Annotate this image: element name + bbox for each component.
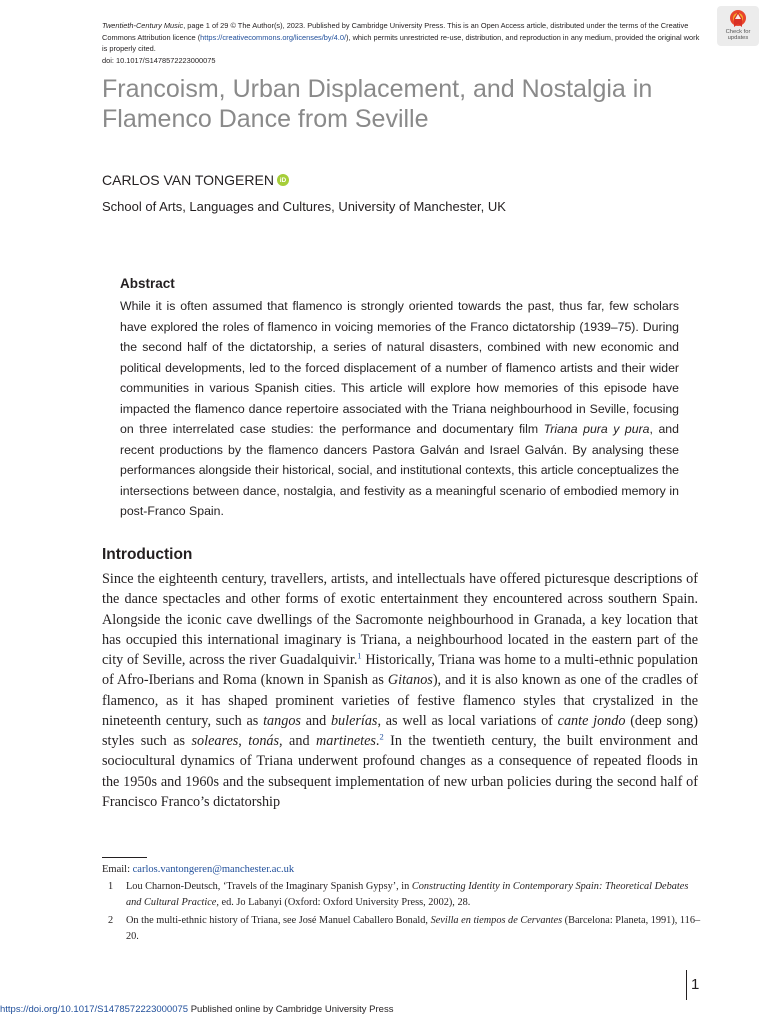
check-updates-icon: [728, 9, 748, 29]
footnote-number: 1: [108, 881, 114, 892]
footnote-divider: [102, 857, 147, 858]
footnote-text-part: Lou Charnon-Deutsch, ‘Travels of the Imaginary Spanish Gypsy’, in: [126, 881, 412, 892]
check-for-updates-button[interactable]: [717, 6, 759, 46]
abstract-heading: Abstract: [120, 276, 175, 291]
introduction-heading: Introduction: [102, 546, 193, 563]
footnote-number: 2: [108, 915, 114, 926]
email-label: Email:: [102, 864, 133, 875]
header-license-post: ), which permits unrestricted re-use, distribution, and reproduction in any medium, provided the original work: [346, 32, 700, 42]
check-updates-label-2: updates: [727, 35, 749, 41]
header-copyright-text: , page 1 of 29 © The Author(s), 2023. Published by Cambridge University Press. This is an Open Access article, distributed under the terms of the Creative: [183, 21, 689, 30]
check-updates-label-1: Check for: [725, 29, 751, 35]
article-title: Francoism, Urban Displacement, and Nostalgia in Flamenco Dance from Seville: [102, 75, 653, 133]
intro-italic-term: martinetes: [316, 733, 376, 749]
abstract-part-2: , and recent productions by the flamenco dancers Pastora Galván and Israel Galván. By analysing these performances alongside their historical, social, and institutional contexts, this article conceptualizes the intersections between dance, nostalgia, and festivity as a meaningful scenario of embodied memory in post-Franco Spain.: [120, 422, 679, 518]
page-number-rule: [686, 970, 687, 1000]
intro-italic-term: cante jondo: [557, 712, 626, 729]
intro-text: .: [375, 733, 380, 749]
intro-italic-term: soleares: [191, 733, 239, 749]
footnote-text-part: (Barcelona: Planeta, 1991), 116–20.: [126, 915, 701, 942]
intro-text: (deep song) styles such as: [102, 712, 698, 749]
author-email-line: [102, 864, 294, 875]
intro-text: , and: [279, 733, 316, 749]
footnote-text: [126, 879, 702, 911]
author-email-link[interactable]: carlos.vantongeren@manchester.ac.uk: [132, 864, 295, 875]
header-line-2: [102, 32, 702, 44]
author-affiliation: School of Arts, Languages and Cultures, University of Manchester, UK: [102, 199, 506, 214]
doi-link[interactable]: https://doi.org/10.1017/S1478572223000075: [0, 1004, 189, 1015]
footnote-2: [102, 913, 702, 945]
orcid-icon[interactable]: iD: [277, 174, 289, 186]
intro-text: In the twentieth century, the built environment and sociocultural dynamics of Triana underwent profound changes as a consequence of repeated floods in the 1950s and 1960s and the subsequent implementation of new urban policies during the second half of Francisco Franco’s dictatorship: [102, 733, 698, 810]
intro-italic-term: Gitanos: [387, 672, 433, 689]
header-line-3: is properly cited.: [102, 44, 156, 53]
footnote-book-title: Constructing Identity in Contemporary Spain: Theoretical Debates and Cultural Practice: [126, 881, 689, 908]
journal-name: Twentieth-Century Music: [102, 21, 184, 30]
published-online-text: Published online by Cambridge University Press: [188, 1004, 394, 1015]
intro-italic-term: tonás: [248, 733, 280, 749]
intro-text: ), and it is also known as one of the cradles of flamenco, as it has shaped prominent varieties of festive flamenco styles that crystalized in the nineteenth century, such as: [102, 672, 698, 729]
footnote-text: [126, 913, 702, 945]
abstract-part-1: While it is often assumed that flamenco is strongly oriented towards the past, thus far, few scholars have explored the roles of flamenco in voicing memories of the Franco dictatorship (1939–75). During the second half of the dictatorship, a series of natural disasters, combined with new economic and political developments, led to the forced displacement of a number of flamenco artists and their wider communities in various Spanish cities. This article will explore how memories of this episode have impacted the flamenco dance repertoire associated with the Triana neighbourhood in Seville, focusing on three interrelated case studies: the performance and documentary film: [120, 299, 679, 436]
footnote-book-title: Sevilla en tiempos de Cervantes: [430, 915, 563, 926]
author-block: [102, 172, 289, 188]
intro-text: Historically, Triana was home to a multi-ethnic population of Afro-Iberians and Roma (known in Spanish as: [102, 652, 698, 689]
author-name: CARLOS VAN TONGEREN: [102, 172, 274, 188]
header-license-pre: Commons Attribution licence (: [102, 32, 201, 42]
article-header-meta: [102, 20, 702, 66]
page-number: 1: [691, 976, 700, 993]
footnote-text-part: , ed. Jo Labanyi (Oxford: Oxford University Press, 2002), 28.: [216, 897, 471, 908]
introduction-paragraph: [102, 569, 698, 812]
header-doi: doi: 10.1017/S1478572223000075: [102, 55, 216, 65]
abstract-film-title: Triana pura y pura: [543, 422, 650, 436]
header-line-1: [102, 20, 702, 32]
license-link[interactable]: https://creativecommons.org/licenses/by/4.0/: [200, 32, 346, 42]
footnote-ref-1[interactable]: 1: [357, 650, 362, 661]
intro-italic-term: tangos: [263, 712, 301, 729]
footnote-ref-2[interactable]: 2: [379, 731, 384, 742]
intro-text: and: [300, 712, 331, 729]
bottom-doi-strip: [0, 1004, 393, 1015]
intro-text: , as well as local variations of: [377, 712, 558, 729]
abstract-text: [120, 296, 679, 522]
footnote-1: [102, 879, 702, 911]
intro-text: Since the eighteenth century, travellers, artists, and intellectuals have offered picturesque descriptions of the dance spectacles and other forms of exotic entertainment they encountered across southern Spain. Alongside the iconic cave dwellings of the Sacromonte neighbourhood in Granada, a key location that has occupied this international imaginary is Triana, a neighbourhood located in the eastern part of the city of Seville, across the river Guadalquivir.: [102, 571, 698, 668]
footnote-text-part: On the multi-ethnic history of Triana, see José Manuel Caballero Bonald,: [126, 915, 431, 926]
intro-text: ,: [238, 733, 249, 749]
intro-italic-term: bulerías: [330, 712, 378, 729]
